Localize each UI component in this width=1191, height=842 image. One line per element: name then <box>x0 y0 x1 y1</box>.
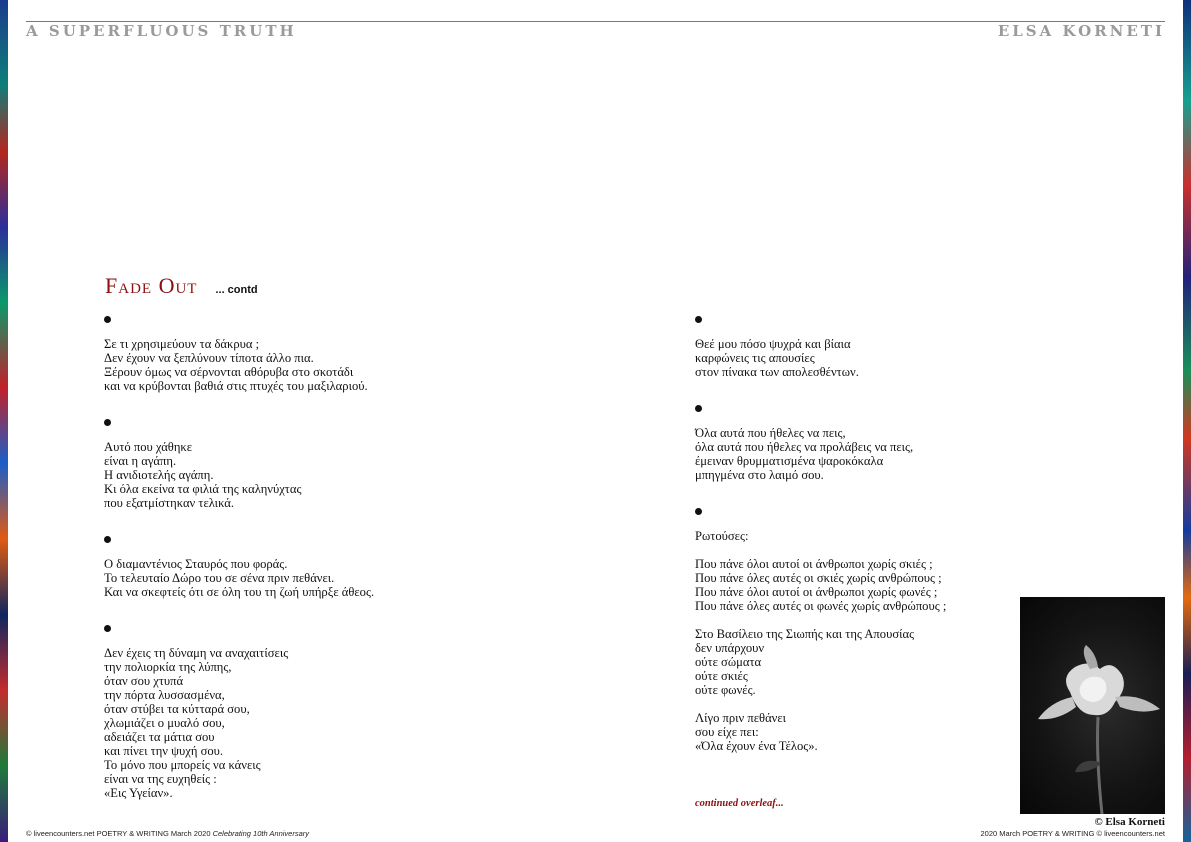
page-edge-left <box>0 0 8 842</box>
footer-left <box>26 829 309 838</box>
running-head-title: A SUPERFLUOUS TRUTH <box>26 22 297 40</box>
poem-line: Αυτό που χάθηκε <box>104 440 193 454</box>
poem-line: την πόρτα λυσσασμένα, <box>104 688 225 702</box>
page-edge-right <box>1183 0 1191 842</box>
poem-line: Ρωτούσες: <box>695 529 749 543</box>
poem-line: ούτε φωνές. <box>695 683 756 697</box>
rose-icon <box>1020 597 1165 814</box>
stanza <box>104 536 584 599</box>
stanza <box>695 508 1015 753</box>
rose-photo <box>1020 597 1165 814</box>
bullet-icon <box>104 419 111 426</box>
stanza <box>695 405 1015 482</box>
footer-right: 2020 March POETRY & WRITING © liveencounters.net <box>980 829 1165 838</box>
poem-line: στον πίνακα των απολεσθέντων. <box>695 365 859 379</box>
poem-line: Και να σκεφτείς ότι σε όλη του τη ζωή υπήρξε άθεος. <box>104 585 375 599</box>
stanza-gap <box>695 613 1015 627</box>
contd-label: ... contd <box>215 284 258 296</box>
running-head-author: ELSA KORNETI <box>997 22 1165 40</box>
poem-line: αδειάζει τα μάτια σου <box>104 730 215 744</box>
poem-line: Θεέ μου πόσο ψυχρά και βίαια <box>695 337 851 351</box>
poem-line: όταν στύβει τα κύτταρά σου, <box>104 702 250 716</box>
stanza-gap <box>695 697 1015 711</box>
poem-line: Δεν έχεις τη δύναμη να αναχαιτίσεις <box>104 646 289 660</box>
poem-column-right <box>695 316 1015 779</box>
poem-line: Κι όλα εκείνα τα φιλιά της καληνύχτας <box>104 482 302 496</box>
poem-line: Που πάνε όλοι αυτοί οι άνθρωποι χωρίς φωνές ; <box>695 585 938 599</box>
poem-line: Δεν έχουν να ξεπλύνουν τίποτα άλλο πια. <box>104 351 314 365</box>
stanza <box>695 316 1015 379</box>
poem-line: που εξατμίστηκαν τελικά. <box>104 496 235 510</box>
stanza <box>104 625 584 800</box>
poem-line: σου είχε πει: <box>695 725 759 739</box>
poem-line: όταν σου χτυπά <box>104 674 184 688</box>
poem-line: «Εις Υγείαν». <box>104 786 173 800</box>
poem-line: Όλα αυτά που ήθελες να πεις, <box>695 426 846 440</box>
stanza <box>104 316 584 393</box>
poem-line: είναι η αγάπη. <box>104 454 177 468</box>
poem-line: Ο διαμαντένιος Σταυρός που φοράς. <box>104 557 288 571</box>
bullet-icon <box>695 405 702 412</box>
poem-line: ούτε σώματα <box>695 655 762 669</box>
poem-line: ούτε σκιές <box>695 669 748 683</box>
poem-line: έμειναν θρυμματισμένα ψαροκόκαλα <box>695 454 884 468</box>
poem-line: Το μόνο που μπορείς να κάνεις <box>104 758 261 772</box>
poem-line: καρφώνεις τις απουσίες <box>695 351 815 365</box>
bullet-icon <box>104 536 111 543</box>
poem-line: Που πάνε όλοι αυτοί οι άνθρωποι χωρίς σκιές ; <box>695 557 933 571</box>
poem-line: Σε τι χρησιμεύουν τα δάκρυα ; <box>104 337 260 351</box>
poem-line: και πίνει την ψυχή σου. <box>104 744 224 758</box>
footer-left-italic: Celebrating 10th Anniversary <box>212 829 310 838</box>
poem-line: και να κρύβονται βαθιά στις πτυχές του μαξιλαριού. <box>104 379 368 393</box>
poem-line: Που πάνε όλες αυτές οι σκιές χωρίς ανθρώπους ; <box>695 571 942 585</box>
poem-line: μπηγμένα στο λαιμό σου. <box>695 468 824 482</box>
poem-line: Λίγο πριν πεθάνει <box>695 711 787 725</box>
poem-line: την πολιορκία της λύπης, <box>104 660 232 674</box>
poem-line: «Όλα έχουν ένα Τέλος». <box>695 739 818 753</box>
poem-line: όλα αυτά που ήθελες να προλάβεις να πεις, <box>695 440 914 454</box>
poem-line: Που πάνε όλες αυτές οι φωνές χωρίς ανθρώπους ; <box>695 599 947 613</box>
continued-overleaf: continued overleaf... <box>695 798 784 809</box>
stanza <box>104 419 584 510</box>
bullet-icon <box>695 316 702 323</box>
poem-title: Fade Out <box>105 273 198 298</box>
bullet-icon <box>104 316 111 323</box>
footer-left-text: © liveencounters.net POETRY & WRITING March 2020 <box>26 829 213 838</box>
poem-title-block <box>105 273 258 299</box>
stanza-gap <box>695 543 1015 557</box>
poem-line: Το τελευταίο Δώρο του σε σένα πριν πεθάνει. <box>104 571 335 585</box>
poem-line: χλωμιάζει ο μυαλό σου, <box>104 716 225 730</box>
photo-credit: © Elsa Korneti <box>1094 816 1165 828</box>
bullet-icon <box>695 508 702 515</box>
poem-line: Η ανιδιοτελής αγάπη. <box>104 468 214 482</box>
poem-line: Στο Βασίλειο της Σιωπής και της Απουσίας <box>695 627 915 641</box>
poem-column-left <box>104 316 584 826</box>
poem-line: Ξέρουν όμως να σέρνονται αθόρυβα στο σκοτάδι <box>104 365 354 379</box>
bullet-icon <box>104 625 111 632</box>
poem-line: είναι να της ευχηθείς : <box>104 772 217 786</box>
poem-line: δεν υπάρχουν <box>695 641 765 655</box>
